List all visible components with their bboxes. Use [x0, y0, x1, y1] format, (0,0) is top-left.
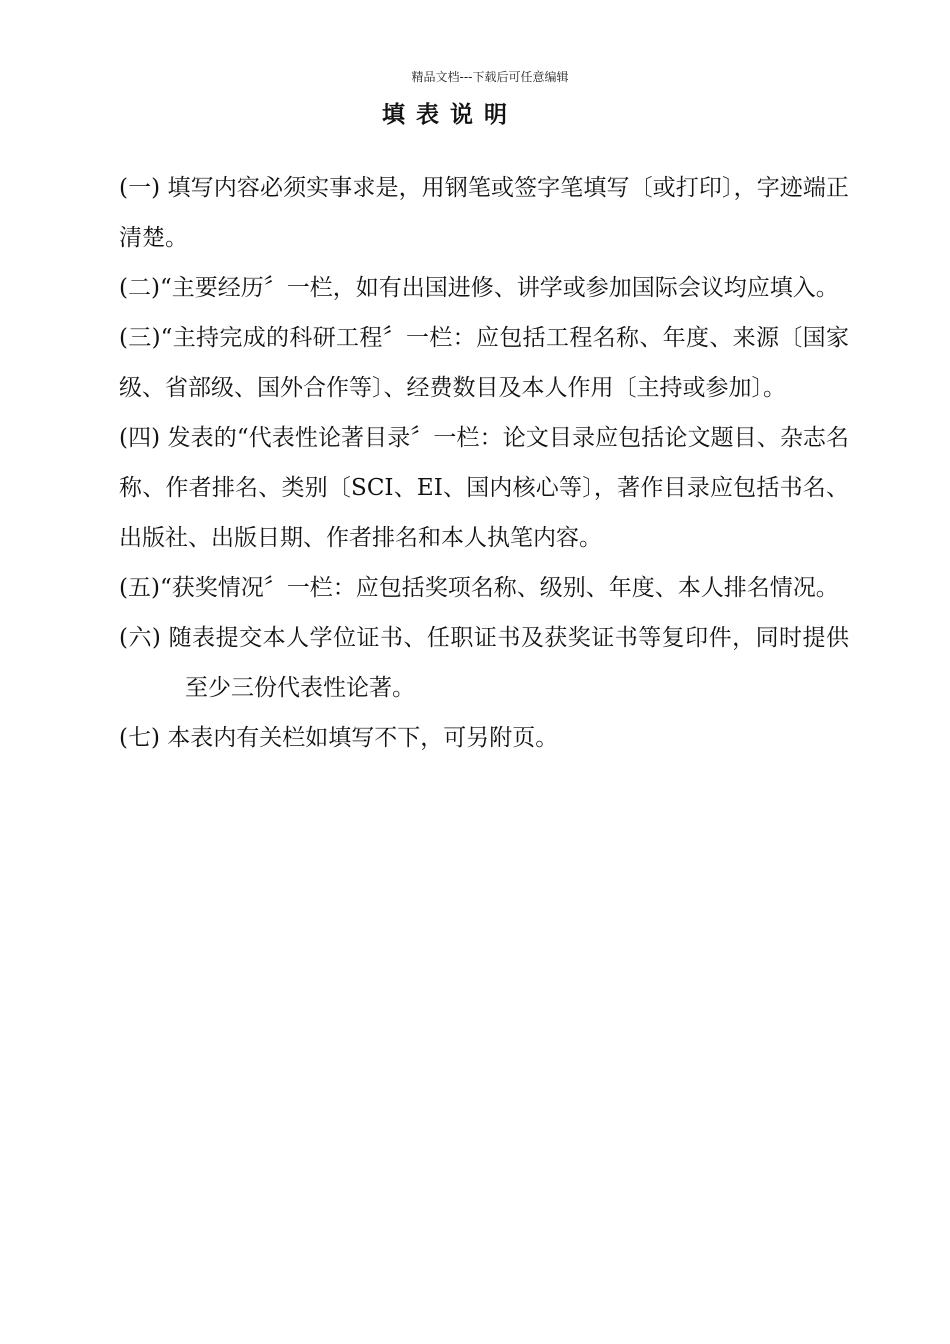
instruction-item-6: (六) 随表提交本人学位证书、任职证书及获奖证书等复印件，同时提供至少三份代表性论著。 [119, 625, 849, 701]
page-title: 填表说明 [382, 102, 518, 128]
instruction-item-4: (四) 发表的“代表性论著目录〞一栏：论文目录应包括论文题目、杂志名称、作者排名、类别〔SCI、EI、国内核心等〕，著作目录应包括书名、出版社、出版日期、作者排名和本人执笔内容。 [119, 425, 849, 551]
instruction-item-5: (五)“获奖情况〞一栏：应包括奖项名称、级别、年度、本人排名情况。 [119, 575, 839, 601]
instruction-item-3: (三)“主持完成的科研工程〞一栏：应包括工程名称、年度、来源〔国家级、省部级、国外合作等〕、经费数目及本人作用〔主持或参加〕。 [119, 325, 849, 401]
instruction-item-1: (一) 填写内容必须实事求是，用钢笔或签字笔填写〔或打印〕，字迹端正清楚。 [119, 175, 849, 251]
instruction-item-7: (七) 本表内有关栏如填写不下，可另附页。 [119, 725, 559, 751]
instruction-item-2: (二)“主要经历〞一栏，如有出国进修、讲学或参加国际会议均应填入。 [119, 275, 839, 301]
page-header-note: 精品文档---下载后可任意编辑 [411, 70, 569, 84]
instructions-list [119, 163, 849, 763]
